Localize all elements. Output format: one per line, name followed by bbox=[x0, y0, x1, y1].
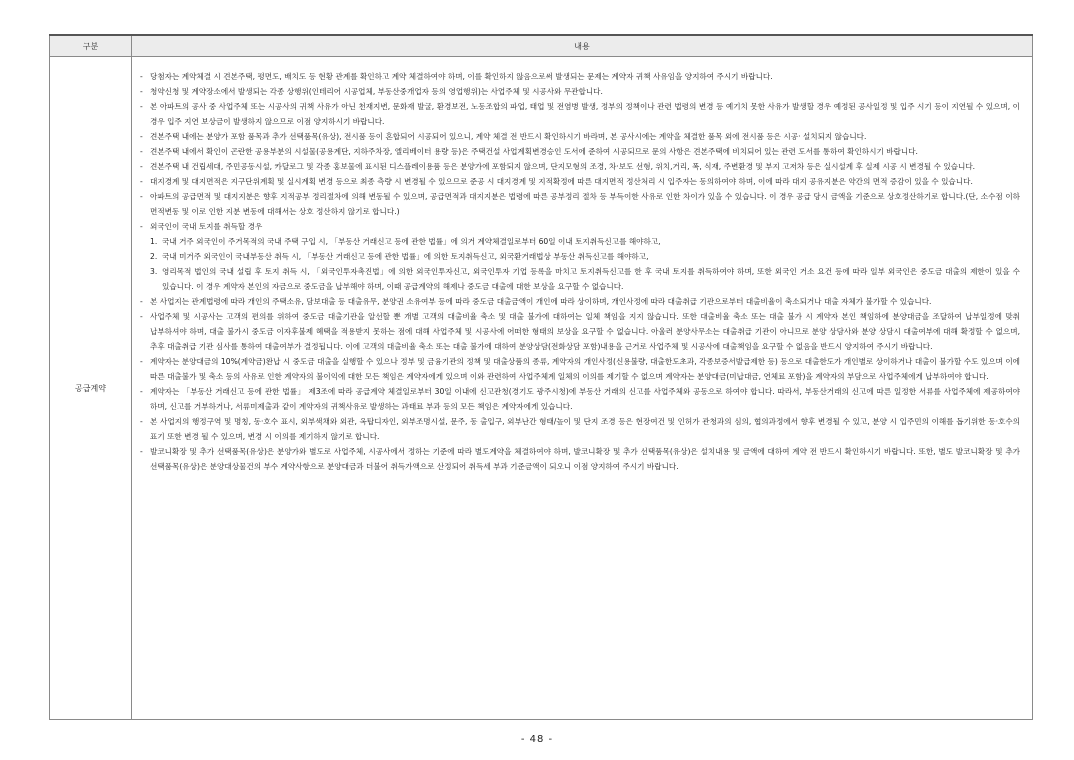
notice-text: 청약신청 및 계약장소에서 발생되는 각종 상행위(인테리어 시공업체, 부동산중개업자 등의 영업행위)는 사업주체 및 시공사와 무관합니다. bbox=[150, 87, 603, 96]
notice-text: 견본주택 내 건립세대, 주민공동시설, 카달로그 및 각종 홍보물에 표시된 디스플레이용품 등은 분양가에 포함되지 않으며, 단지모형의 조경, 차·보도 선형, 위치,거리, 폭, 식재, 주변환경 및 부지 고저차 등은 실시설계 후 실제 시공 시 변경될 수 있습니다. bbox=[150, 162, 976, 171]
category-cell: 공급계약 bbox=[50, 57, 132, 720]
sub-item-number: 2. bbox=[150, 252, 158, 261]
notice-item bbox=[136, 129, 1020, 144]
dash-bullet: - bbox=[140, 72, 143, 81]
sub-item-number: 1. bbox=[150, 237, 158, 246]
notice-item bbox=[136, 309, 1020, 354]
notice-list bbox=[136, 69, 1020, 234]
dash-bullet: - bbox=[140, 147, 143, 156]
notice-item bbox=[136, 189, 1020, 219]
dash-bullet: - bbox=[140, 357, 143, 366]
dash-bullet: - bbox=[140, 222, 143, 231]
dash-bullet: - bbox=[140, 447, 143, 456]
notice-text: 사업주체 및 시공사는 고객의 편의를 위하여 중도금 대출기관을 알선할 뿐 개별 고객의 대출비율 축소 및 대출 불가에 대하여는 일체 책임을 지지 않습니다. 또한 대출비율 축소 또는 대출 불가 시 계약자 본인 책임하에 분양대금을 조달하여 납부일정에 맞춰 납부하셔야 하며, 대출 불가시 중도금 이자후불제 혜택을 적용받지 못하는 점에 대해 사업주체 및 시공사에 어떠한 형태의 보상을 요구할 수 없습니다. 아울러 분양사무소는 대출취급 기관이 아니므로 분양 상담사와 분양 상담시 대출여부에 대해 확정할 수 없으며, 추후 대출취급 기관 심사를 통하여 대출여부가 결정됩니다. 이에 고객의 대출비율 축소 또는 대출 불가에 대하여 분양상담(전화상담 포함)내용을 근거로 사업주체 및 시공사에 대출책임을 요구할 수 없음을 반드시 양지하여 주시기 바랍니다. bbox=[150, 312, 1020, 351]
dash-bullet: - bbox=[140, 102, 143, 111]
notice-text: 견본주택 내에서 확인이 곤란한 공용부분의 시설물(공용계단, 지하주차장, 엘리베이터 용량 등)은 주택건설 사업계획변경승인 도서에 준하여 시공되므로 문의 사항은 견본주택에 비치되어 있는 관련 도서를 통하여 확인하시기 바랍니다. bbox=[150, 147, 918, 156]
notice-item bbox=[136, 219, 1020, 234]
dash-bullet: - bbox=[140, 192, 143, 201]
content-header: 내용 bbox=[132, 35, 1033, 57]
page-number: - 48 - bbox=[520, 734, 554, 745]
dash-bullet: - bbox=[140, 417, 143, 426]
sub-item bbox=[136, 264, 1020, 294]
dash-bullet: - bbox=[140, 87, 143, 96]
notice-text: 본 사업지는 관계법령에 따라 개인의 주택소유, 담보대출 등 대출유무, 분양권 소유여부 등에 따라 중도금 대출금액이 개인에 따라 상이하며, 개인사정에 따라 대출취급 기관으로부터 대출비율이 축소되거나 대출 자체가 불가할 수 있습니다. bbox=[150, 297, 932, 306]
dash-bullet: - bbox=[140, 162, 143, 171]
notice-text: 견본주택 내에는 분양가 포함 품목과 추가 선택품목(유상), 전시품 등이 혼합되어 시공되어 있으니, 계약 체결 전 반드시 확인하시기 바라며, 본 공사시에는 계약을 체결한 품목 외에 전시품 등은 시공· 설치되지 않습니다. bbox=[150, 132, 867, 141]
notice-item bbox=[136, 384, 1020, 414]
notice-text: 본 아파트의 공사 중 사업주체 또는 시공사의 귀책 사유가 아닌 천재지변, 문화재 발굴, 환경보전, 노동조합의 파업, 태업 및 전염병 발생, 정부의 정책이나 관련 법령의 변경 등 예기치 못한 사유가 발생할 경우 예정된 공사일정 및 입주 시기 등이 지연될 수 있으며, 이 경우 입주 지연 보상금이 발생하지 않으므로 이점 양지하시기 바랍니다. bbox=[150, 102, 1020, 126]
sub-item-text: 국내 거주 외국인이 주거목적의 국내 주택 구입 시, 「부동산 거래신고 등에 관한 법률」에 의거 계약체결일로부터 60일 이내 토지취득신고를 해야하고, bbox=[162, 237, 661, 246]
notice-item bbox=[136, 144, 1020, 159]
notice-item bbox=[136, 84, 1020, 99]
notice-text: 아파트의 공급면적 및 대지지분은 향후 지적공부 정리절차에 의해 변동될 수 있으며, 공급면적과 대지지분은 법령에 따른 공부정리 절차 등 부득이한 사유로 인한 차이가 있을 수 있습니다. 이 경우 공급 당시 금액을 기준으로 상호정산하기로 합니다.(단, 소수점 이하 면적변동 및 이로 인한 지분 변동에 대해서는 상호 정산하지 않기로 합니다.) bbox=[150, 192, 1020, 216]
dash-bullet: - bbox=[140, 387, 143, 396]
content-cell bbox=[132, 57, 1033, 720]
foreigner-sublist bbox=[136, 234, 1020, 294]
notice-text: 계약자는 분양대금의 10%(계약금)완납 시 중도금 대출을 실행할 수 있으나 정부 및 금융기관의 정책 및 대출상품의 종류, 계약자의 개인사정(신용불량, 대출한도초과, 각종보증서발급제한 등) 등으로 대출한도가 개인별로 상이하거나 대출이 불가할 수도 있으며 이에 따른 대출불가 및 축소 등의 사유로 인한 계약자의 불이익에 대한 모든 책임은 계약자에게 있으며 이와 관련하여 사업주체계 일체의 이의를 제기할 수 없으며 계약자는 분양대금(미납대금, 연체료 포함)을 계약자의 부담으로 사업주체에게 납부하여야 합니다. bbox=[150, 357, 1020, 381]
dash-bullet: - bbox=[140, 312, 143, 321]
sub-item bbox=[136, 234, 1020, 249]
content-table bbox=[49, 34, 1033, 720]
dash-bullet: - bbox=[140, 132, 143, 141]
notice-item bbox=[136, 69, 1020, 84]
sub-item-number: 3. bbox=[150, 267, 158, 276]
notice-item bbox=[136, 414, 1020, 444]
notice-text: 발코니확장 및 추가 선택품목(유상)은 분양가와 별도로 사업주체, 시공사에서 정하는 기준에 따라 별도계약을 체결하여야 하며, 발코니확장 및 추가 선택품목(유상)은 설치내용 및 금액에 대하여 계약 전 반드시 확인하시기 바랍니다. 또한, 별도 발코니확장 및 추가 선택품목(유상)은 분양대상물건의 부수 계약사항으로 분양대금과 더불어 취득가액으로 산정되어 취득세 부과 기준금액이 되오니 이점 양지하여 주시기 바랍니다. bbox=[150, 447, 1020, 471]
notice-text: 계약자는 「부동산 거래신고 등에 관한 법률」 제3조에 따라 공급계약 체결일로부터 30일 이내에 신고관청(경기도 광주시청)에 부동산 거래의 신고를 사업주체와 공동으로 하여야 합니다. 따라서, 부동산거래의 신고에 따른 일정한 서류를 사업주체에 제공하여야 하며, 신고를 거부하거나, 서류미제출과 같이 계약자의 귀책사유로 발생하는 과태료 부과 등의 모든 책임은 계약자에게 있습니다. bbox=[150, 387, 1020, 411]
notice-item bbox=[136, 159, 1020, 174]
notice-text: 외국인이 국내 토지를 취득할 경우 bbox=[150, 222, 263, 231]
notice-item bbox=[136, 99, 1020, 129]
notice-item bbox=[136, 174, 1020, 189]
notice-item bbox=[136, 294, 1020, 309]
notice-text: 당첨자는 계약체결 시 견본주택, 평면도, 배치도 등 현황 관계를 확인하고 계약 체결하여야 하며, 이를 확인하지 않음으로써 발생되는 문제는 계약자 귀책 사유임을 양지하여 주시기 바랍니다. bbox=[150, 72, 773, 81]
notice-item bbox=[136, 444, 1020, 474]
notice-text: 본 사업지의 행정구역 및 명칭, 동·호수 표시, 외부색채와 외관, 옥탑디자인, 외부조명시설, 문주, 동 출입구, 외부난간 형태/높이 및 단지 조경 등은 현장여건 및 인허가 관청과의 심의, 협의과정에서 향후 변경될 수 있고, 분양 시 입주민의 이해를 돕기위한 동·호수의 표기 또한 변경 될 수 있으며, 변경 시 이의를 제기하지 않기로 합니다. bbox=[150, 417, 1020, 441]
notice-text: 대지경계 및 대지면적은 지구단위계획 및 실시계획 변경 등으로 최종 측량 시 변경될 수 있으므로 준공 시 대지경계 및 지적확정에 따른 대지면적 정산처리 시 입주자는 동의하여야 하며, 이에 따라 대지 공유지분은 약간의 면적 증감이 있을 수 있습니다. bbox=[150, 177, 973, 186]
notice-list-continued bbox=[136, 294, 1020, 474]
sub-item-text: 국내 미거주 외국인이 국내부동산 취득 시, 「부동산 거래신고 등에 관한 법률」에 의한 토지취득신고, 외국환거래법상 부동산 취득신고를 해야하고, bbox=[162, 252, 649, 261]
category-header: 구분 bbox=[50, 35, 132, 57]
notice-item bbox=[136, 354, 1020, 384]
sub-item bbox=[136, 249, 1020, 264]
dash-bullet: - bbox=[140, 177, 143, 186]
sub-item-text: 영리목적 법인의 국내 설립 후 토지 취득 시, 「외국인투자촉진법」에 의한 외국인투자신고, 외국인투자 기업 등록을 마치고 토지취득신고를 한 후 국내 토지를 취득하여야 하며, 또한 외국인 거소 요건 등에 따라 일부 외국인은 중도금 대출의 제한이 있을 수 있습니다. 이 경우 계약자 본인의 자금으로 중도금을 납부해야 하며, 이때 공급계약의 해제나 중도금 대출에 대한 보상을 요구할 수 없습니다. bbox=[162, 267, 1020, 291]
dash-bullet: - bbox=[140, 297, 143, 306]
